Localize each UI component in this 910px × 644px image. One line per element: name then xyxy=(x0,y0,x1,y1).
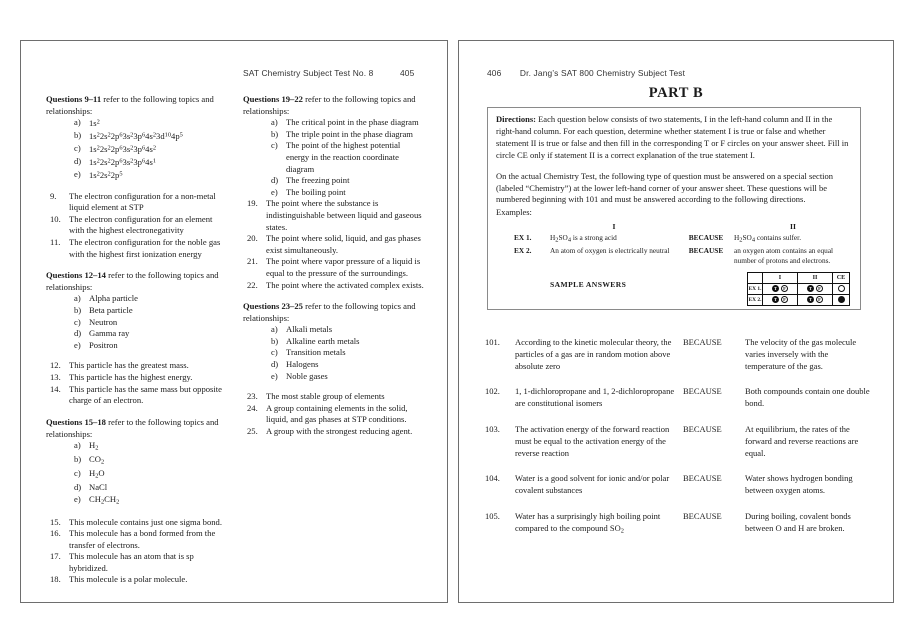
question-statement-2: Water shows hydrogen bonding between oxygen atoms. xyxy=(745,473,853,496)
question-because: BECAUSE xyxy=(683,423,722,434)
example-statement-2: $H_2SO_4$ contains sulfer. xyxy=(734,232,802,243)
question-number: 20. xyxy=(247,233,258,244)
choice-label: a) xyxy=(74,293,81,304)
spacer xyxy=(46,407,228,416)
spacer xyxy=(46,508,228,517)
group-heading-text: refer to the following topics and relationships: xyxy=(243,301,416,324)
question-group-15-18 xyxy=(46,416,228,586)
choice-label: c) xyxy=(74,142,81,153)
bubble-ce-icon[interactable] xyxy=(838,285,845,292)
example-number: EX 2. xyxy=(514,246,532,256)
choice-text: Positron xyxy=(89,339,118,350)
choice-text: Halogens xyxy=(286,359,319,370)
group-heading-text: refer to the following topics and relationships: xyxy=(46,416,219,439)
spacer xyxy=(46,182,228,191)
bubble-pair xyxy=(763,295,797,305)
answer-grid-row xyxy=(748,294,850,305)
question-statement-2: The velocity of the gas molecule varies inversely with the temperature of the gas. xyxy=(745,337,857,371)
bubble-letter: F xyxy=(818,297,821,303)
answer-grid-header-row xyxy=(748,272,850,283)
choice-item[interactable] xyxy=(271,324,425,336)
bubble-pair xyxy=(763,284,797,294)
bubble-pair xyxy=(798,295,832,305)
choice-item[interactable] xyxy=(74,340,228,352)
bubble-single xyxy=(833,295,849,305)
question-number: 18. xyxy=(50,574,61,585)
question-item[interactable] xyxy=(247,233,425,256)
choice-label: b) xyxy=(74,304,82,315)
choice-text: NaCl xyxy=(89,481,108,492)
question-number: 23. xyxy=(247,391,258,402)
bubble-letter: F xyxy=(783,286,786,292)
bubble-letter: T xyxy=(773,286,778,292)
question-number: 101. xyxy=(485,337,500,347)
question-text: The point where vapor pressure of a liquid is equal to the pressure of the surroundings. xyxy=(266,256,421,278)
group-heading xyxy=(46,93,228,117)
part-title: PART B xyxy=(648,85,704,101)
sample-answers-label: SAMPLE ANSWERS xyxy=(550,279,627,289)
question-item[interactable] xyxy=(50,237,228,260)
bubble-true-icon[interactable] xyxy=(772,285,779,292)
question-item[interactable] xyxy=(50,551,228,574)
left-column-2 xyxy=(243,93,425,438)
choice-text: Alkaline earth metals xyxy=(286,335,360,346)
group-heading-text: refer to the following topics and relationships: xyxy=(243,94,416,117)
question-item-list xyxy=(46,191,228,261)
example-because: BECAUSE xyxy=(688,232,724,242)
question-text: This molecule contains just one sigma bond. xyxy=(69,516,222,527)
question-statement-2: At equilibrium, the rates of the forward and reverse reactions are equal. xyxy=(745,423,859,458)
examples-label: Examples: xyxy=(496,207,532,218)
question-group-12-14 xyxy=(46,269,228,407)
answer-grid-cell-ce[interactable] xyxy=(833,283,850,294)
question-number: 15. xyxy=(50,516,61,527)
choice-item[interactable] xyxy=(74,293,228,305)
left-page xyxy=(20,40,448,603)
question-number: 105. xyxy=(485,510,500,521)
group-heading xyxy=(46,416,228,440)
answer-grid-row-label: EX 1. xyxy=(748,283,763,294)
examples-spacer xyxy=(678,222,734,232)
choice-text: Transition metals xyxy=(286,347,346,358)
example-statement-1: An atom of oxygen is electrically neutral xyxy=(550,246,670,256)
right-page-running-head xyxy=(487,68,685,78)
bubble-letter: F xyxy=(818,286,821,292)
answer-grid-cell-i[interactable] xyxy=(763,294,798,305)
choice-label: e) xyxy=(271,370,278,381)
example-number: EX 1. xyxy=(514,232,532,242)
question-because: BECAUSE xyxy=(683,386,722,397)
spacer xyxy=(46,260,228,269)
choice-list xyxy=(46,293,228,351)
question-row[interactable] xyxy=(481,386,871,424)
question-number: 21. xyxy=(247,256,258,267)
choice-text: $1s^2$ xyxy=(89,118,100,129)
question-number: 17. xyxy=(50,551,61,562)
question-item[interactable] xyxy=(247,391,425,403)
question-statement-1: 1, 1-dichloropropane and 1, 2-dichloropropane are constitutional isomers xyxy=(515,386,675,409)
choice-text: $1s^22s^22p^63s^23p^64s^1$ xyxy=(89,157,157,168)
choice-label: b) xyxy=(271,335,279,346)
directions-label: Directions: xyxy=(496,114,536,124)
question-item[interactable] xyxy=(247,280,425,292)
question-number: 25. xyxy=(247,426,258,437)
examples-col-head-2: II xyxy=(790,222,796,232)
choice-item[interactable] xyxy=(74,117,228,130)
bubble-false-icon[interactable] xyxy=(781,296,788,303)
choice-item[interactable] xyxy=(74,468,228,482)
question-number: 22. xyxy=(247,279,258,290)
bubble-false-icon[interactable] xyxy=(816,296,823,303)
group-heading xyxy=(243,93,425,117)
question-group-19-22 xyxy=(243,93,425,291)
left-page-columns xyxy=(21,41,447,602)
choice-label: d) xyxy=(74,155,82,166)
choice-label: c) xyxy=(271,347,278,358)
choice-label: c) xyxy=(74,316,81,327)
bubble-true-icon[interactable] xyxy=(772,296,779,303)
choice-item[interactable] xyxy=(74,494,228,508)
question-text: This particle has the highest energy. xyxy=(69,371,193,382)
question-statement-1: The activation energy of the forward reaction must be equal to the activation energy of the reverse reaction xyxy=(515,423,670,458)
sample-answer-grid xyxy=(747,272,850,306)
choice-text: Gamma ray xyxy=(89,328,130,339)
choice-label: d) xyxy=(271,175,279,186)
choice-item[interactable] xyxy=(74,317,228,329)
answer-grid-head-ii: II xyxy=(798,272,833,283)
question-text: The electron configuration for a non-metal liquid element at STP xyxy=(69,190,216,213)
directions-box xyxy=(487,107,861,310)
choice-label: b) xyxy=(271,128,279,139)
question-table xyxy=(481,337,871,551)
question-number: 19. xyxy=(247,198,258,209)
question-row[interactable] xyxy=(481,511,871,551)
example-because: BECAUSE xyxy=(688,246,724,256)
question-number: 104. xyxy=(485,473,500,484)
choice-item[interactable] xyxy=(74,143,228,156)
choice-text: The boiling point xyxy=(286,186,346,197)
choice-label: e) xyxy=(74,168,81,179)
question-statement-2: Both compounds contain one double bond. xyxy=(745,386,870,409)
bubble-false-icon[interactable] xyxy=(816,285,823,292)
question-text: The point where the substance is indistinguishable between liquid and gaseous states. xyxy=(266,198,422,232)
question-item-list xyxy=(46,360,228,406)
question-number: 11. xyxy=(50,237,61,248)
choice-text: $1s^22s^22p^63s^23p^64s^23d^{10}4p^5$ xyxy=(89,131,183,142)
question-item[interactable] xyxy=(50,528,228,551)
question-number: 13. xyxy=(50,371,61,382)
question-text: This molecule is a polar molecule. xyxy=(69,574,188,585)
running-head-page-number: 405 xyxy=(399,68,415,78)
question-row[interactable] xyxy=(481,424,871,473)
choice-label: e) xyxy=(271,186,278,197)
question-item-list xyxy=(243,391,425,437)
choice-item[interactable] xyxy=(271,336,425,348)
answer-grid-head-i: I xyxy=(763,272,798,283)
choice-text: The triple point in the phase diagram xyxy=(286,128,413,139)
examples-header-row xyxy=(496,222,852,232)
bubble-true-icon[interactable] xyxy=(807,296,814,303)
question-number: 103. xyxy=(485,423,500,434)
choice-label: e) xyxy=(74,339,81,350)
choice-text: Alpha particle xyxy=(89,293,138,304)
choice-text: $CH_2CH_2$ xyxy=(89,493,120,505)
choice-text: Noble gases xyxy=(286,370,328,381)
answer-grid-row xyxy=(748,283,850,294)
group-heading xyxy=(46,269,228,293)
choice-label: c) xyxy=(74,467,81,478)
bubble-letter: T xyxy=(808,297,813,303)
choice-item[interactable] xyxy=(271,140,425,175)
sample-answers-row xyxy=(496,272,852,302)
bubble-true-icon[interactable] xyxy=(807,285,814,292)
directions-paragraph-1 xyxy=(496,114,852,162)
choice-text: $CO_2$ xyxy=(89,453,105,466)
choice-label: c) xyxy=(271,140,278,151)
question-item[interactable] xyxy=(50,574,228,586)
group-heading-range: Questions 12–14 xyxy=(46,270,106,281)
question-number: 10. xyxy=(50,213,61,224)
question-number: 24. xyxy=(247,402,258,413)
bubble-single xyxy=(833,284,849,294)
example-statement-2: an oxygen atom contains an equal number of protons and electrons. xyxy=(734,246,834,265)
question-group-23-25 xyxy=(243,300,425,438)
question-item-list xyxy=(46,517,228,587)
right-page xyxy=(458,40,894,603)
choice-item[interactable] xyxy=(74,130,228,143)
bubble-pair xyxy=(798,284,832,294)
part-b-question-list xyxy=(481,337,871,551)
choice-label: e) xyxy=(74,493,81,504)
question-because: BECAUSE xyxy=(683,473,722,484)
choice-item[interactable] xyxy=(74,305,228,317)
question-text: The most stable group of elements xyxy=(266,391,385,402)
bubble-letter: F xyxy=(783,297,786,303)
question-item[interactable] xyxy=(247,256,425,279)
question-number: 9. xyxy=(50,190,57,201)
choice-text: $H_2O$ xyxy=(89,467,105,480)
choice-text: Beta particle xyxy=(89,304,133,315)
choice-item[interactable] xyxy=(74,156,228,169)
choice-label: a) xyxy=(271,324,278,335)
choice-item[interactable] xyxy=(271,175,425,187)
choice-list xyxy=(243,324,425,382)
answer-grid-cell-ii[interactable] xyxy=(798,294,833,305)
question-item[interactable] xyxy=(50,372,228,384)
group-heading xyxy=(243,300,425,324)
choice-text: Neutron xyxy=(89,316,118,327)
choice-text: The point of the highest potential energy in the reaction coordinate diagram xyxy=(286,140,401,174)
spacer xyxy=(243,291,425,300)
choice-label: d) xyxy=(74,481,82,492)
question-row[interactable] xyxy=(481,473,871,511)
choice-item[interactable] xyxy=(271,359,425,371)
question-item[interactable] xyxy=(247,426,425,438)
running-head-page-number: 406 xyxy=(487,68,502,78)
question-text: The electron configuration for an element with the highest electronegativity xyxy=(69,213,213,236)
question-group-9-11 xyxy=(46,93,228,260)
question-number: 102. xyxy=(485,386,500,397)
choice-item[interactable] xyxy=(74,454,228,468)
choice-item[interactable] xyxy=(74,328,228,340)
running-head-title: SAT Chemistry Subject Test No. 8 xyxy=(243,68,374,78)
question-text: The point where the activated complex exists. xyxy=(266,279,424,290)
spacer xyxy=(243,382,425,391)
left-column-1 xyxy=(46,93,228,586)
examples-col-head-1: I xyxy=(612,222,616,232)
choice-label: a) xyxy=(74,117,81,128)
question-row[interactable] xyxy=(481,337,871,386)
spacer xyxy=(46,351,228,360)
choice-item[interactable] xyxy=(271,347,425,359)
group-heading-range: Questions 9–11 xyxy=(46,94,102,104)
choice-label: b) xyxy=(74,130,82,141)
group-heading-range: Questions 23–25 xyxy=(243,301,303,312)
running-head-title: Dr. Jang’s SAT 800 Chemistry Subject Test xyxy=(519,68,686,78)
directions-paragraph-2: On the actual Chemistry Test, the following type of question must be answered on a special section (labeled “Chemistry”) at the lower left-hand corner of your answer sheet. These questions will be numbered beginning with 101 and must be answered according to the following directions. xyxy=(496,170,834,205)
group-heading-text: refer to the following topics and relationships: xyxy=(46,94,214,117)
directions-text-1: Each question below consists of two statements, I in the left-hand column and II in the right-hand column. For each question, determine whether statement I is true or false and whether statement II is true or false and then fill in the corresponding T or F circles on your answer sheet. Fill in circle CE only if statement II is a correct explanation of the true statement I. xyxy=(496,114,849,160)
choice-item[interactable] xyxy=(74,482,228,494)
choice-text: The critical point in the phase diagram xyxy=(286,117,419,128)
choice-list xyxy=(243,117,425,198)
answer-grid-corner xyxy=(748,272,763,283)
question-text: This molecule has an atom that is sp hybridized. xyxy=(69,551,194,573)
answer-grid-cell-ii[interactable] xyxy=(798,283,833,294)
question-item[interactable] xyxy=(247,198,425,233)
question-number: 14. xyxy=(50,383,61,394)
choice-text: $H_2$ xyxy=(89,439,99,452)
choice-label: a) xyxy=(74,439,81,450)
group-heading-range: Questions 15–18 xyxy=(46,416,106,427)
question-statement-2: During boiling, covalent bonds between O and H are broken. xyxy=(745,510,851,533)
answer-grid-head-ce: CE xyxy=(833,272,850,283)
question-because: BECAUSE xyxy=(683,510,722,521)
answer-grid-row-label: EX 2. xyxy=(748,294,763,305)
question-item[interactable] xyxy=(50,517,228,529)
choice-text: The freezing point xyxy=(286,175,350,186)
example-statement-1: $H_2SO_4$ is a strong acid xyxy=(550,232,617,243)
question-statement-1: Water is a good solvent for ionic and/or polar covalent substances xyxy=(515,473,670,496)
choice-label: d) xyxy=(74,328,82,339)
question-item[interactable] xyxy=(247,403,425,426)
group-heading-range: Questions 19–22 xyxy=(243,94,303,104)
choice-item[interactable] xyxy=(271,129,425,141)
bubble-ce-icon[interactable] xyxy=(838,296,845,303)
example-row xyxy=(496,244,852,265)
question-text: The electron configuration for the noble gas with the highest first ionization energy xyxy=(69,237,221,259)
question-text: This particle has the same mass but opposite charge of an electron. xyxy=(69,383,222,406)
answer-grid-cell-i[interactable] xyxy=(763,283,798,294)
examples-table xyxy=(496,222,852,265)
choice-item[interactable] xyxy=(271,187,425,199)
choice-list xyxy=(46,440,228,508)
question-item[interactable] xyxy=(50,214,228,237)
question-item[interactable] xyxy=(50,191,228,214)
question-number: 16. xyxy=(50,528,61,539)
question-statement-1: According to the kinetic molecular theory, the particles of a gas are in random motion above absolute zero xyxy=(515,337,672,371)
question-item[interactable] xyxy=(50,360,228,372)
question-text: The point where solid, liquid, and gas phases exist simultaneously. xyxy=(266,233,421,255)
choice-label: d) xyxy=(271,359,279,370)
question-text: This molecule has a bond formed from the transfer of electrons. xyxy=(69,528,216,550)
answer-grid-cell-ce[interactable] xyxy=(833,294,850,305)
question-number: 12. xyxy=(50,360,61,371)
choice-item[interactable] xyxy=(271,371,425,383)
choice-text: Alkali metals xyxy=(286,324,333,335)
question-text: This particle has the greatest mass. xyxy=(69,360,189,371)
question-text: A group containing elements in the solid, liquid, and gas phases at STP conditions. xyxy=(266,402,408,425)
choice-text: $1s^22s^22p^5$ xyxy=(89,170,123,181)
question-item-list xyxy=(243,198,425,291)
examples-corner xyxy=(496,222,550,232)
group-heading-text: refer to the following topics and relationships: xyxy=(46,270,219,293)
choice-item[interactable] xyxy=(74,440,228,454)
bubble-letter: T xyxy=(773,297,778,303)
choice-item[interactable] xyxy=(271,117,425,129)
bubble-letter: T xyxy=(808,286,813,292)
question-item[interactable] xyxy=(50,384,228,407)
example-row xyxy=(496,233,852,245)
choice-list xyxy=(46,117,228,181)
choice-text: $1s^22s^22p^63s^23p^64s^2$ xyxy=(89,144,157,155)
choice-label: b) xyxy=(74,453,82,464)
choice-item[interactable] xyxy=(74,169,228,182)
question-statement-1: Water has a surprisingly high boiling point compared to the compound $SO_2$ xyxy=(515,510,661,535)
choice-label: a) xyxy=(271,117,278,128)
bubble-false-icon[interactable] xyxy=(781,285,788,292)
question-text: A group with the strongest reducing agent. xyxy=(266,426,413,437)
question-because: BECAUSE xyxy=(683,337,722,347)
